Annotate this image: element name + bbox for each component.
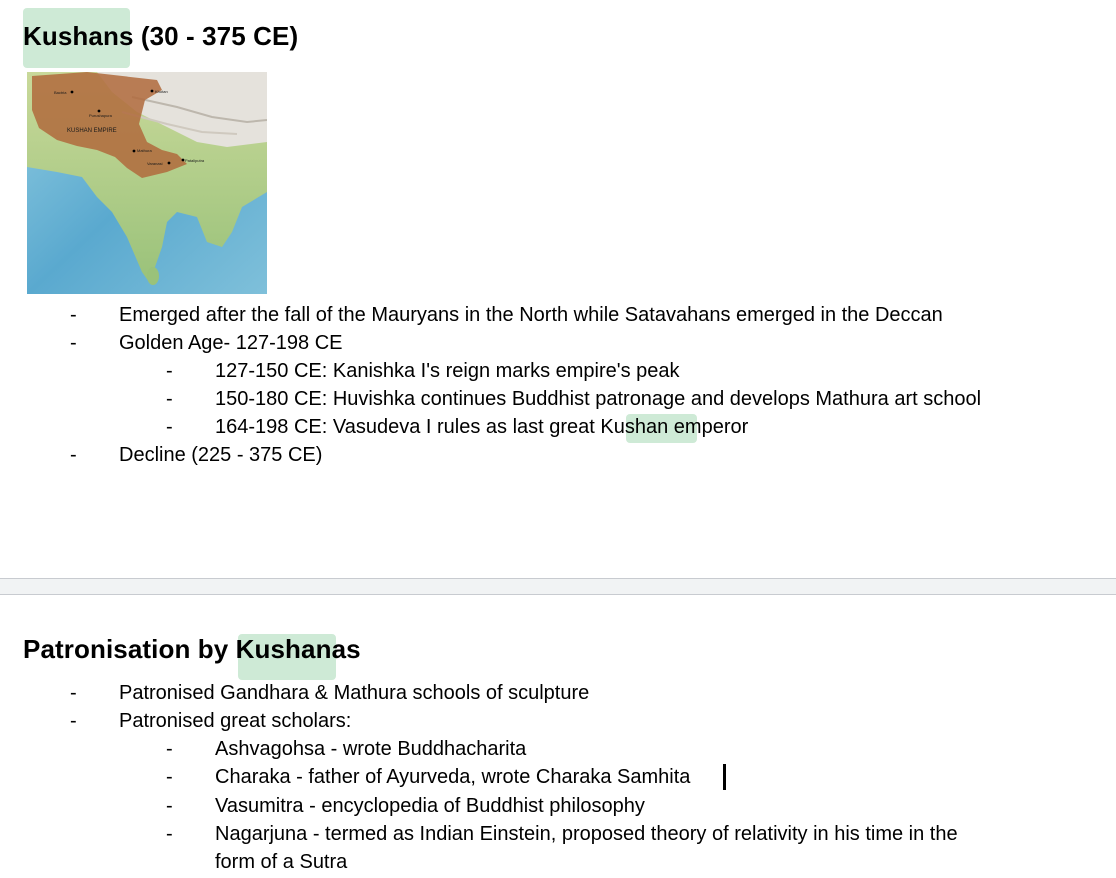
heading-text: as (331, 634, 361, 664)
section-heading-patronisation[interactable] (23, 634, 361, 665)
list-item[interactable]: Ashvagohsa - wrote Buddhacharita (215, 738, 527, 760)
bullet-dash: - (166, 738, 173, 760)
list-item[interactable]: 127-150 CE: Kanishka I's reign marks empire's peak (215, 360, 680, 382)
list-item-text: 164-198 CE: Vasudeva I rules as last great (215, 416, 601, 438)
heading-text: Patronisation by (23, 634, 236, 664)
bullet-dash: - (166, 360, 173, 382)
list-item-text: emperor (668, 416, 749, 438)
heading-highlight-text: Kushan (235, 634, 332, 664)
bullet-dash: - (166, 823, 173, 845)
bullet-dash: - (70, 710, 77, 732)
list-item[interactable]: Patronised great scholars: (119, 710, 352, 732)
text-cursor (723, 764, 726, 790)
map-label-kushan-empire: KUSHAN EMPIRE (67, 128, 117, 134)
bullet-dash: - (70, 304, 77, 326)
bullet-dash: - (166, 388, 173, 410)
list-item[interactable]: Patronised Gandhara & Mathura schools of sculpture (119, 682, 590, 704)
page-break (0, 578, 1116, 595)
bullet-dash: - (166, 766, 173, 788)
map-label-khotan: Khotan (155, 89, 168, 94)
list-item[interactable]: Golden Age- 127-198 CE (119, 332, 343, 354)
map-label-bactria: Bactria (54, 90, 67, 95)
bullet-dash: - (166, 795, 173, 817)
map-label-mathura: Mathura (137, 148, 152, 153)
bullet-dash: - (70, 682, 77, 704)
list-item[interactable]: Charaka - father of Ayurveda, wrote Charaka Samhita (215, 766, 691, 788)
list-item[interactable]: Nagarjuna - termed as Indian Einstein, proposed theory of relativity in his time in the (215, 823, 958, 845)
heading-highlight-text: Kushans (23, 21, 134, 51)
bullet-dash: - (166, 416, 173, 438)
list-item[interactable]: 150-180 CE: Huvishka continues Buddhist patronage and develops Mathura art school (215, 388, 982, 410)
section-heading-kushans[interactable] (23, 21, 298, 52)
list-item[interactable] (215, 415, 748, 439)
highlighted-term: Kushan (600, 416, 669, 438)
bullet-dash: - (70, 332, 77, 354)
map-label-pataliputra: Pataliputra (185, 158, 205, 163)
list-item[interactable]: Decline (225 - 375 CE) (119, 444, 323, 466)
list-item-continuation[interactable]: form of a Sutra (215, 851, 348, 873)
list-item[interactable]: Vasumitra - encyclopedia of Buddhist philosophy (215, 795, 645, 817)
bullet-dash: - (70, 444, 77, 466)
map-label-purushapura: Purushapura (89, 113, 112, 118)
kushan-empire-map[interactable] (27, 72, 267, 294)
map-label-varanasi: Varanasi (147, 161, 163, 166)
list-item[interactable]: Emerged after the fall of the Mauryans in the North while Satavahans emerged in the Deccan (119, 304, 943, 326)
heading-dates: (30 - 375 CE) (133, 21, 299, 51)
